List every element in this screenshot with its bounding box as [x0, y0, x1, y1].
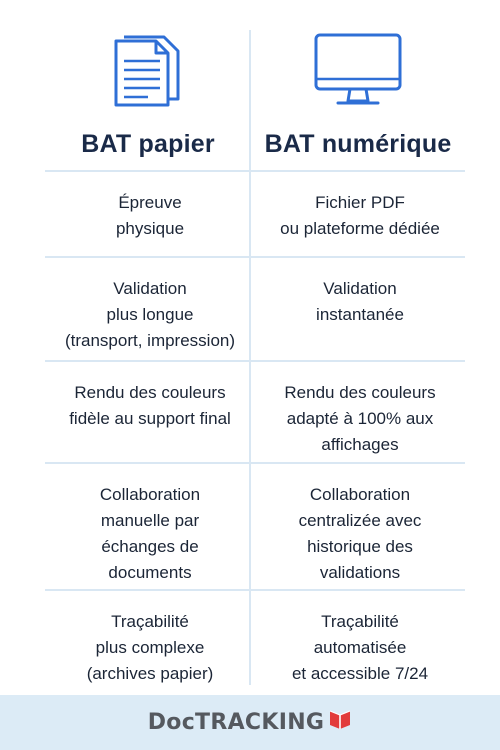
cell-paper: Collaboration manuelle par échanges de documents: [99, 485, 201, 582]
cell-paper: Épreuve physique: [115, 193, 185, 238]
cell-digital: Validation instantanée: [316, 279, 404, 324]
table-row: [45, 360, 465, 462]
column-title-paper: BAT papier: [81, 130, 215, 158]
column-title-digital: BAT numérique: [264, 130, 452, 158]
cell-paper: Rendu des couleurs fidèle au support final: [69, 383, 231, 428]
monitor-icon: [310, 30, 406, 112]
table-row: [45, 462, 465, 589]
book-icon: [328, 709, 352, 736]
header-paper: [48, 30, 248, 159]
footer-bar: [0, 695, 500, 750]
table-row: [45, 589, 465, 685]
cell-digital: Fichier PDF ou plateforme dédiée: [280, 193, 440, 238]
header-digital: [258, 30, 458, 159]
brand-logo-text: DocTRACKING: [147, 710, 325, 735]
table-row: [45, 256, 465, 360]
cell-digital: Rendu des couleurs adapté à 100% aux affichages: [284, 383, 436, 454]
cell-paper: Validation plus longue (transport, impression): [64, 279, 236, 350]
cell-digital: Traçabilité automatisée et accessible 7/24: [291, 612, 429, 683]
document-icon: [108, 30, 188, 112]
comparison-table: [45, 170, 465, 685]
cell-paper: Traçabilité plus complexe (archives papier): [86, 612, 214, 683]
cell-digital: Collaboration centralizée avec historique des validations: [298, 485, 422, 582]
table-row: [45, 170, 465, 256]
